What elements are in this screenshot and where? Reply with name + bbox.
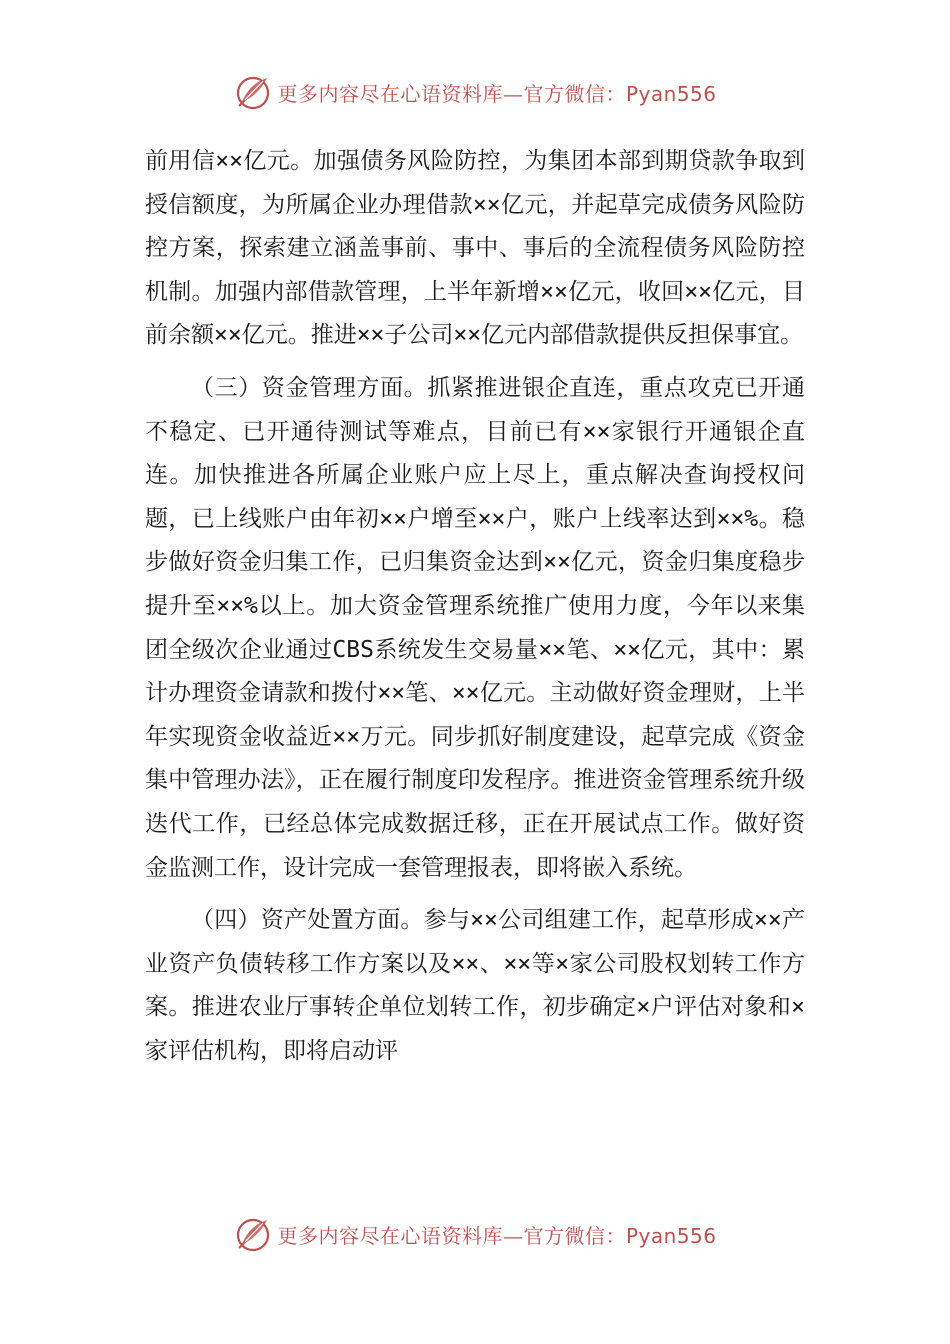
document-body bbox=[145, 140, 805, 1073]
footer-watermark bbox=[0, 1210, 950, 1258]
header-watermark bbox=[0, 68, 950, 116]
paragraph-continuation: 前用信××亿元。加强债务风险防控，为集团本部到期贷款争取到授信额度，为所属企业办理借款××亿元，并起草完成债务风险防控方案，探索建立涵盖事前、事中、事后的全流程债务风险防控机制。加强内部借款管理，上半年新增××亿元，收回××亿元，目前余额××亿元。推进××子公司××亿元内部借款提供反担保事宜。 bbox=[145, 148, 805, 349]
wechat-id: Pyan556 bbox=[625, 1223, 717, 1248]
watermark-text: 更多内容尽在心语资料库—官方微信：Pyan556 bbox=[277, 1223, 717, 1248]
wechat-id: Pyan556 bbox=[625, 81, 717, 106]
paragraph-fund-management: （三）资金管理方面。抓紧推进银企直连，重点攻克已开通不稳定、已开通待测试等难点，目前已有××家银行开通银企直连。加快推进各所属企业账户应上尽上，重点解决查询授权问题，已上线账户由年初××户增至××户，账户上线率达到××%。稳步做好资金归集工作，已归集资金达到××亿元，资金归集度稳步提升至××%以上。加大资金管理系统推广使用力度，今年以来集团全级次企业通过CBS系统发生交易量××笔、××亿元，其中：累计办理资金请款和拨付××笔、××亿元。主动做好资金理财，上半年实现资金收益近××万元。同步抓好制度建设，起草完成《资金集中管理办法》，正在履行制度印发程序。推进资金管理系统升级迭代工作，已经总体完成数据迁移，正在开展试点工作。做好资金监测工作，设计完成一套管理报表，即将嵌入系统。 bbox=[145, 374, 805, 881]
watermark-text: 更多内容尽在心语资料库—官方微信：Pyan556 bbox=[277, 81, 717, 106]
feather-pen-logo-icon bbox=[233, 1214, 273, 1254]
paragraph-asset-disposal: （四）资产处置方面。参与××公司组建工作，起草形成××产业资产负债转移工作方案以及××、××等×家公司股权划转工作方案。推进农业厅事转企单位划转工作，初步确定×户评估对象和×家评估机构，即将启动评 bbox=[145, 907, 805, 1064]
feather-pen-logo-icon bbox=[233, 72, 273, 112]
